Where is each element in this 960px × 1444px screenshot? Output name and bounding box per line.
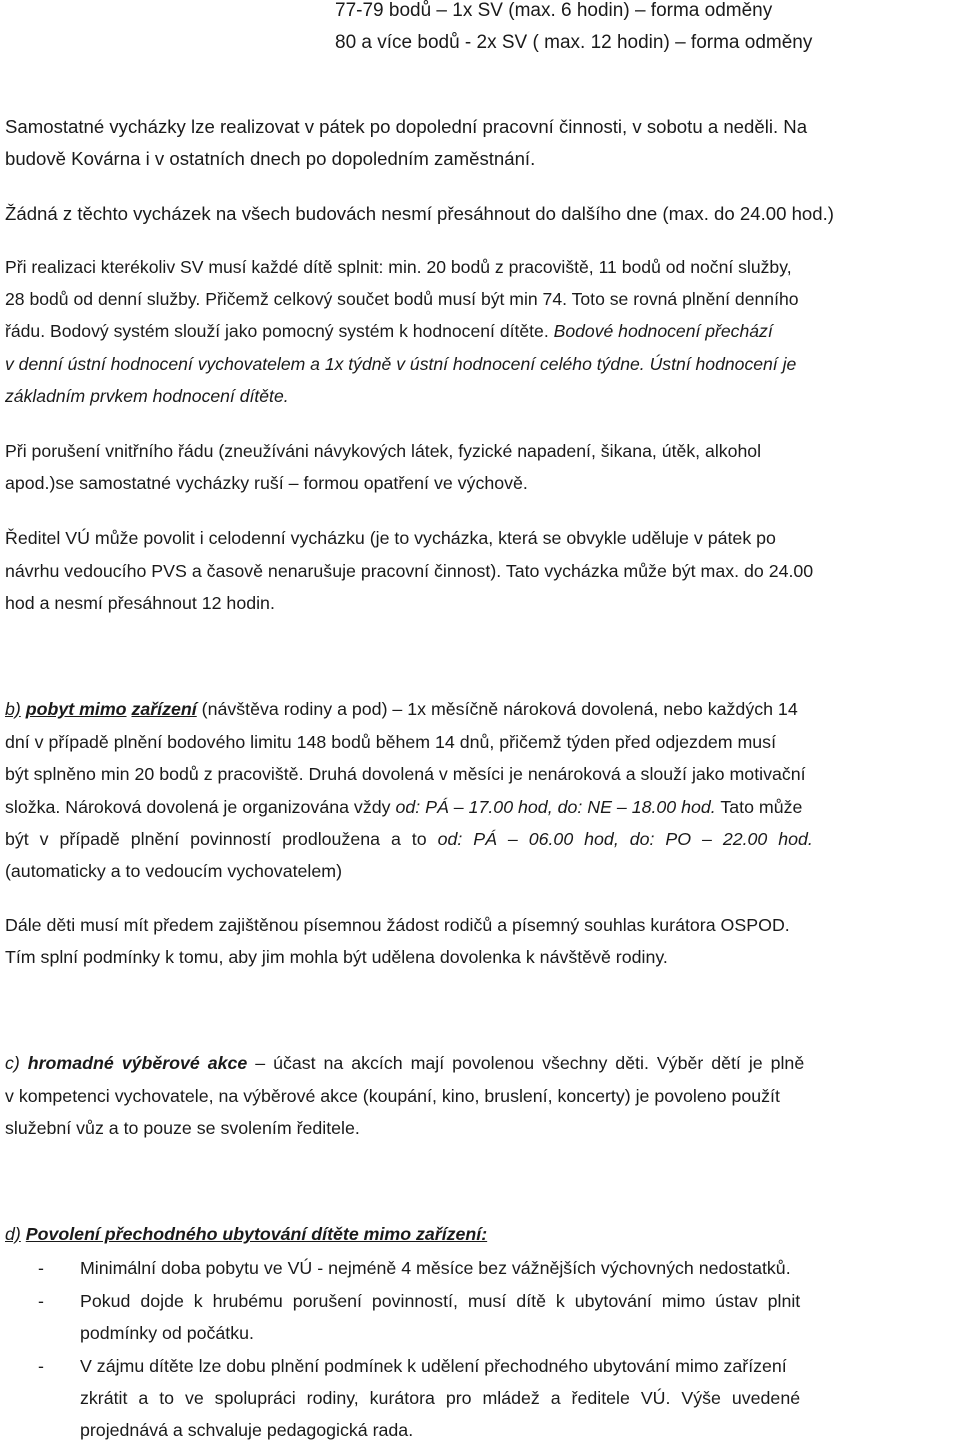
section-b-line4 bbox=[5, 796, 802, 818]
list-item-1: Minimální doba pobytu ve VÚ - nejméně 4 měsíce bez vážnějších výchovných nedostatků. bbox=[80, 1258, 791, 1278]
section-c-title-1: hromadné bbox=[27, 1053, 114, 1073]
points-text-j: Ústní hodnocení je bbox=[649, 354, 797, 374]
paragraph-points-line3 bbox=[5, 320, 773, 342]
paragraph-points-line2 bbox=[5, 288, 799, 310]
section-c-line2: v kompetenci vychovatele, na výběrové akce (koupání, kino, bruslení, koncerty) je povoleno použít bbox=[5, 1086, 780, 1106]
list-item-3-line3: projednává a schvaluje pedagogická rada. bbox=[80, 1420, 414, 1440]
section-c-line1 bbox=[5, 1052, 804, 1074]
section-b-line5 bbox=[5, 828, 813, 850]
section-b-label: b) bbox=[5, 699, 21, 719]
section-b-l5b: od: PÁ – 06.00 hod, do: PO – 22.00 hod. bbox=[437, 829, 813, 849]
points-text-g: Bodový systém slouží jako pomocný systém k hodnocení dítěte. bbox=[50, 321, 549, 341]
section-d-heading bbox=[5, 1223, 487, 1245]
section-d-title: Povolení přechodného ubytování dítěte mimo zařízení: bbox=[25, 1224, 488, 1244]
list-item-2-line1: Pokud dojde k hrubému porušení povinností, musí dítě k ubytování mimo ústav plnit bbox=[80, 1291, 801, 1311]
list-item-3-line1: V zájmu dítěte lze dobu plnění podmínek k udělení přechodného ubytování mimo zařízení bbox=[80, 1356, 787, 1376]
list-bullet-1: - bbox=[38, 1258, 44, 1278]
points-text-i: v denní ústní hodnocení vychovatelem a 1x týdně v ústní hodnocení celého týdne. bbox=[5, 354, 645, 374]
section-b-l5a: být v případě plnění povinností prodloužena a to bbox=[5, 829, 427, 849]
points-text-h: Bodové hodnocení přechází bbox=[553, 321, 773, 341]
points-text-a: Při realizaci kterékoliv SV musí každé dítě splnit: min. bbox=[5, 257, 422, 277]
reward-line-77-79: 77-79 bodů – 1x SV (max. 6 hodin) – forma odměny bbox=[335, 0, 773, 21]
section-b-title-2: zařízení bbox=[131, 699, 197, 719]
reward-line-80-plus: 80 a více bodů - 2x SV ( max. 12 hodin) – forma odměny bbox=[335, 32, 813, 53]
section-b-line3: být splněno min 20 bodů z pracoviště. Druhá dovolená v měsíci je nenároková a slouží jako motivační bbox=[5, 764, 806, 784]
list-item-2-line2: podmínky od počátku. bbox=[80, 1323, 254, 1343]
paragraph-director-line3: hod a nesmí přesáhnout 12 hodin. bbox=[5, 593, 275, 613]
section-d-label: d) bbox=[5, 1224, 21, 1244]
list-bullet-2: - bbox=[38, 1291, 44, 1311]
section-c-title-2: výběrové bbox=[121, 1053, 200, 1073]
section-b-l4c: Tato může bbox=[720, 797, 803, 817]
points-text-f: řádu. bbox=[5, 321, 46, 341]
points-text-e: Toto se rovná plnění denního bbox=[571, 289, 799, 309]
section-b-line1 bbox=[5, 698, 798, 720]
points-text-b: 20 bodů z pracoviště, 11 bodů od noční služby, bbox=[426, 257, 792, 277]
list-item-3-line2: zkrátit a to ve spolupráci rodiny, kurátora pro mládež a ředitele VÚ. Výše uvedené bbox=[80, 1388, 801, 1408]
section-c-rest: – účast na akcích mají povolenou všechny děti. Výběr dětí je plně bbox=[255, 1053, 805, 1073]
points-text-c: 28 bodů od denní služby. bbox=[5, 289, 201, 309]
section-b-l4b: od: PÁ – 17.00 hod, do: NE – 18.00 hod. bbox=[395, 797, 716, 817]
section-c-label: c) bbox=[5, 1053, 20, 1073]
paragraph-director-line2: návrhu vedoucího PVS a časově nenarušuje pracovní činnost). Tato vycházka může být max. do 24.00 bbox=[5, 561, 814, 581]
section-c-line3: služební vůz a to pouze se svolením ředitele. bbox=[5, 1118, 360, 1138]
section-b-line6: (automaticky a to vedoucím vychovatelem) bbox=[5, 861, 342, 881]
section-c-title-3: akce bbox=[207, 1053, 248, 1073]
section-b-para2-line2: Tím splní podmínky k tomu, aby jim mohla být udělena dovolenka k návštěvě rodiny. bbox=[5, 947, 668, 967]
paragraph-points-line4 bbox=[5, 353, 796, 375]
list-bullet-3: - bbox=[38, 1356, 44, 1376]
section-b-title-1: pobyt mimo bbox=[25, 699, 127, 719]
section-b-para2-line1: Dále děti musí mít předem zajištěnou písemnou žádost rodičů a písemný souhlas kurátora OSPOD. bbox=[5, 915, 790, 935]
paragraph-walks-line2: budově Kovárna i v ostatních dnech po dopoledním zaměstnání. bbox=[5, 148, 536, 169]
section-b-rest: (návštěva rodiny a pod) – 1x měsíčně nároková dovolená, nebo každých 14 bbox=[201, 699, 798, 719]
section-b-l4a: složka. Nároková dovolená je organizována vždy bbox=[5, 797, 391, 817]
points-text-d: Přičemž celkový součet bodů musí být min 74. bbox=[205, 289, 568, 309]
paragraph-violation-line2: apod.)se samostatné vycházky ruší – formou opatření ve výchově. bbox=[5, 473, 528, 493]
paragraph-director-line1: Ředitel VÚ může povolit i celodenní vycházku (je to vycházka, která se obvykle uděluje v pátek po bbox=[5, 528, 776, 548]
section-b-line2: dní v případě plnění bodového limitu 148 bodů během 14 dnů, přičemž týden před odjezdem musí bbox=[5, 732, 777, 752]
paragraph-walks-line1: Samostatné vycházky lze realizovat v pátek po dopolední pracovní činnosti, v sobotu a neděli. Na bbox=[5, 116, 808, 137]
paragraph-no-overnight: Žádná z těchto vycházek na všech budovách nesmí přesáhnout do dalšího dne (max. do 24.00 hod.) bbox=[5, 203, 834, 224]
paragraph-points-line5: základním prvkem hodnocení dítěte. bbox=[5, 386, 289, 406]
paragraph-points-line1 bbox=[5, 256, 792, 278]
paragraph-violation-line1: Při porušení vnitřního řádu (zneužíváni návykových látek, fyzické napadení, šikana, útěk, alkohol bbox=[5, 441, 762, 461]
